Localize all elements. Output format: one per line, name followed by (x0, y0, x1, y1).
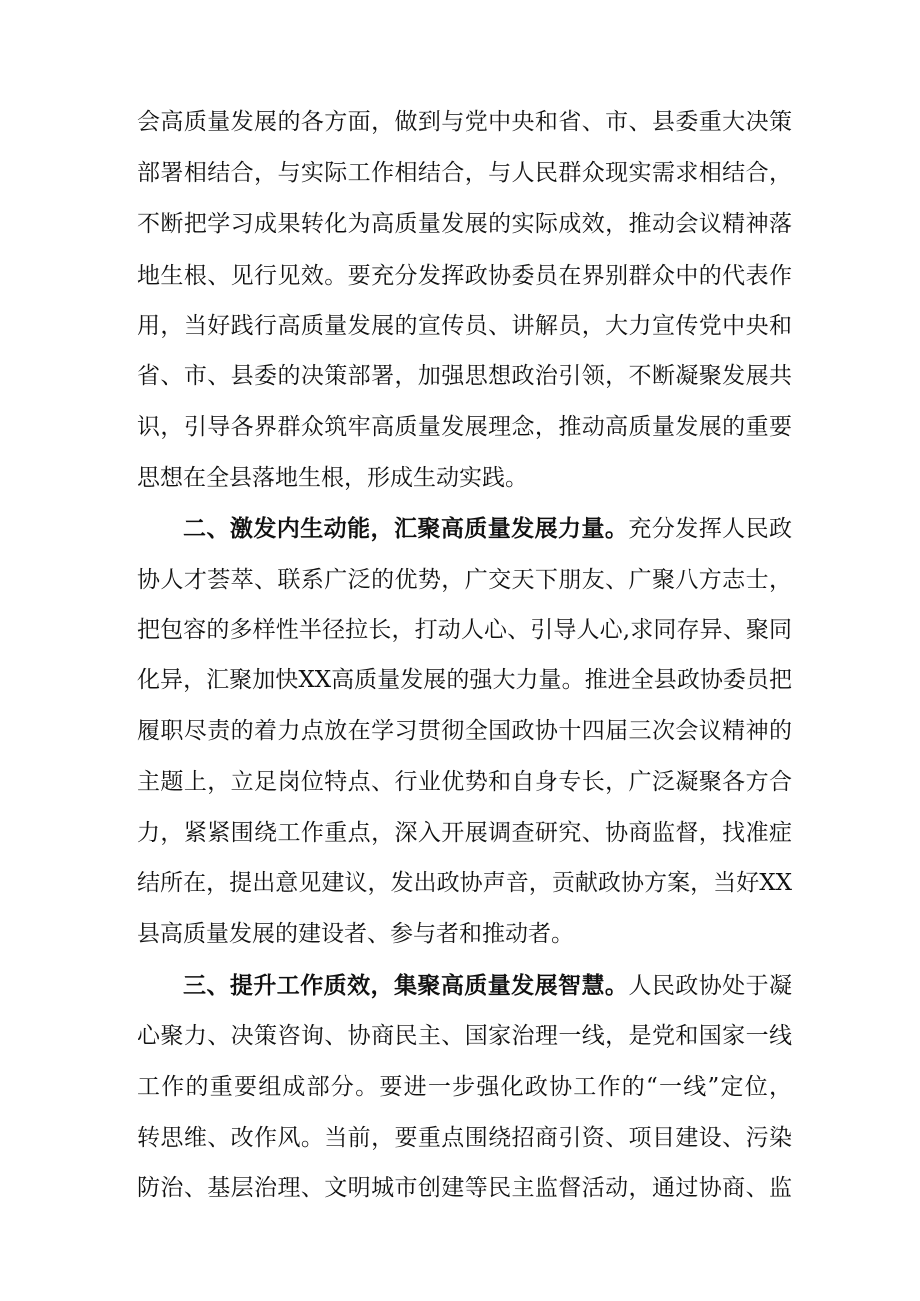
paragraph-2-line-8: 结所在，提出意见建议，发出政协声音，贡献政协方案，当好XX (137, 870, 792, 896)
paragraph-2-line-4: 化异，汇聚加快XX高质量发展的强大力量。推进全县政协委员把 (137, 667, 792, 693)
paragraph-1-line-3: 不断把学习成果转化为高质量发展的实际成效，推动会议精神落 (137, 211, 792, 237)
paragraph-1-line-6: 省、市、县委的决策部署，加强思想政治引领，不断凝聚发展共 (137, 363, 792, 389)
paragraph-1-line-2: 部署相结合，与实际工作相结合，与人民群众现实需求相结合， (137, 160, 792, 186)
paragraph-3-heading: 三、提升工作质效，集聚高质量发展智慧。 (183, 972, 629, 999)
paragraph-2-line-2: 协人才荟萃、联系广泛的优势，广交天下朋友、广聚八方志士， (137, 567, 792, 593)
paragraph-2-line-3: 把包容的多样性半径拉长，打动人心、引导人心,求同存异、聚同 (137, 617, 792, 643)
paragraph-1-line-5: 用，当好践行高质量发展的宣传员、讲解员，大力宣传党中央和 (137, 313, 792, 339)
paragraph-2-line-9: 县高质量发展的建设者、参与者和推动者。 (137, 921, 574, 947)
paragraph-2-line-7: 力，紧紧围绕工作重点，深入开展调查研究、协商监督，找准症 (137, 820, 792, 846)
paragraph-1-line-7: 识，引导各界群众筑牢高质量发展理念，推动高质量发展的重要 (137, 414, 792, 440)
paragraph-2-first-line-text: 充分发挥人民政 (628, 516, 793, 542)
paragraph-2-line-5: 履职尽责的着力点放在学习贯彻全国政协十四届三次会议精神的 (137, 718, 792, 744)
paragraph-3-line-4: 转思维、改作风。当前，要重点围绕招商引资、项目建设、污染 (137, 1125, 792, 1151)
paragraph-1-line-1: 会高质量发展的各方面，做到与党中央和省、市、县委重大决策 (137, 109, 792, 135)
paragraph-3-line-3: 工作的重要组成部分。要进一步强化政协工作的“一线”定位， (137, 1074, 792, 1100)
paragraph-2-line-6: 主题上，立足岗位特点、行业优势和自身专长，广泛凝聚各方合 (137, 769, 792, 795)
paragraph-3-line-2: 心聚力、决策咨询、协商民主、国家治理一线，是党和国家一线 (137, 1023, 792, 1049)
paragraph-1-line-4: 地生根、见行见效。要充分发挥政协委员在界别群众中的代表作 (137, 263, 792, 289)
paragraph-2-first-line (183, 509, 792, 549)
paragraph-3-first-line-text: 人民政协处于凝 (628, 973, 793, 999)
paragraph-3-first-line (183, 966, 792, 1006)
paragraph-3-line-5: 防治、基层治理、文明城市创建等民主监督活动，通过协商、监 (137, 1175, 792, 1201)
paragraph-1-line-8: 思想在全县落地生根，形成生动实践。 (137, 465, 528, 491)
paragraph-2-heading: 二、激发内生动能，汇聚高质量发展力量。 (183, 515, 629, 542)
